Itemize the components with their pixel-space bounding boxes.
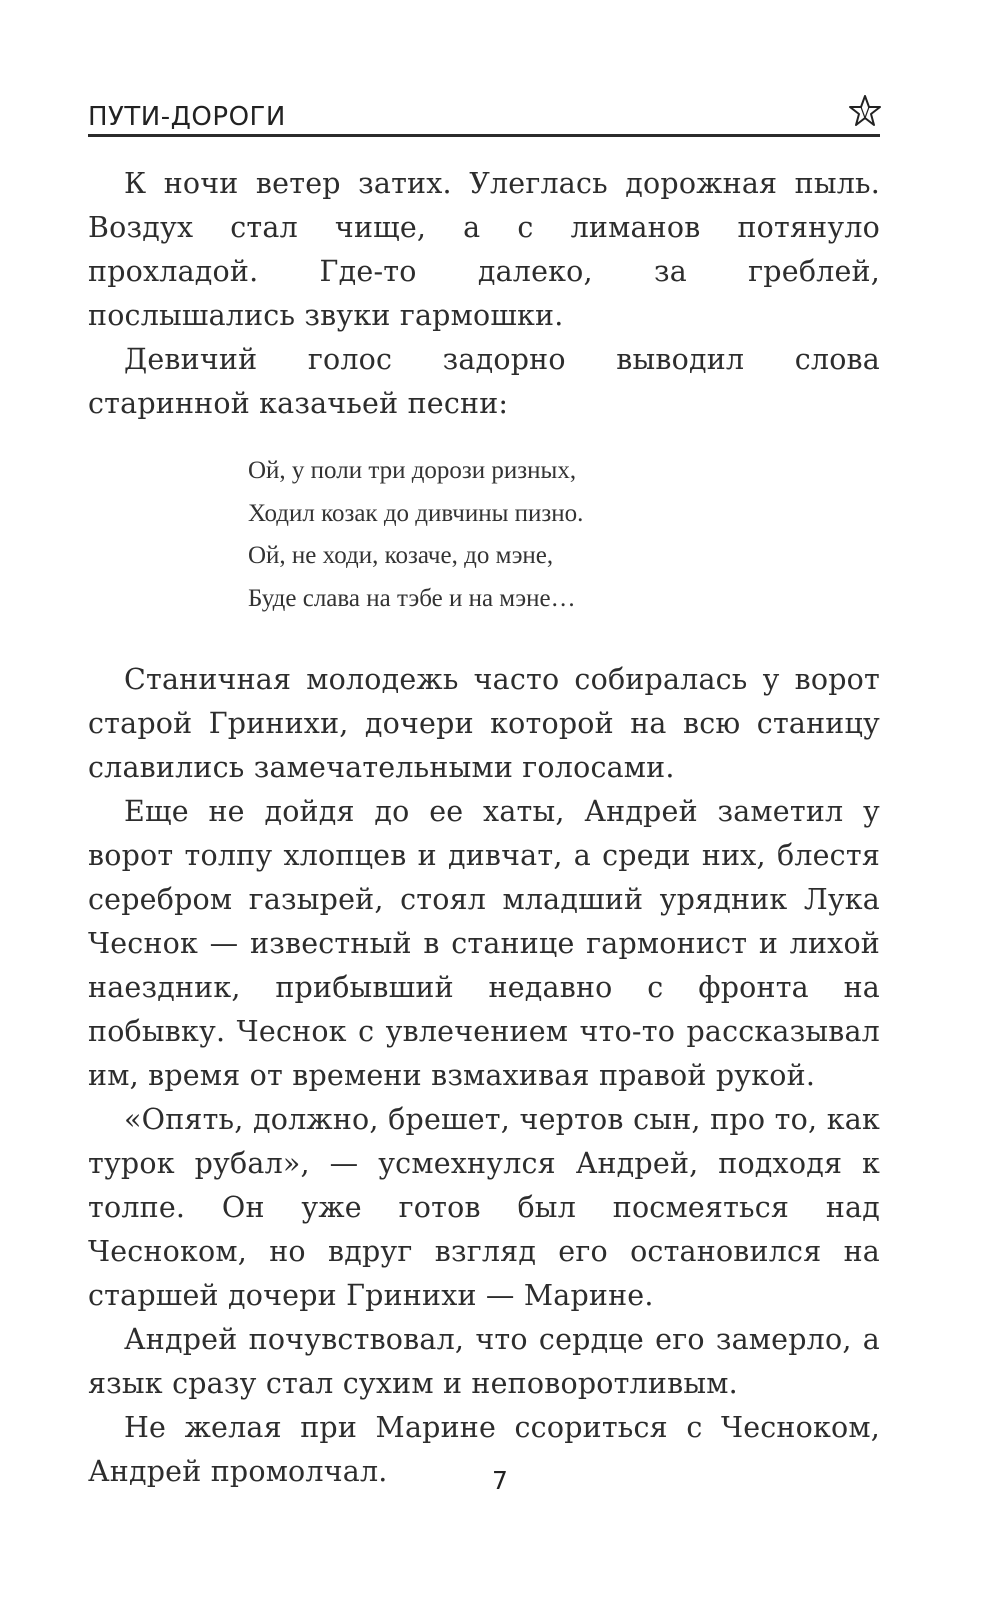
poem-line: Буде слава на тэбе и на мэне…	[248, 584, 576, 612]
poem-line: Ой, у поли три дорози ризных,	[248, 457, 577, 484]
paragraph: К ночи ветер затих. Улеглась дорожная пыль. Воздух стал чище, а с лиманов потянуло прохладой. Где-то далеко, за греблей, послышались звуки гармошки.	[88, 167, 880, 332]
main-text	[88, 162, 880, 1494]
paragraph: Девичий голос задорно выводил слова старинной казачьей песни:	[88, 343, 880, 420]
poem-line: Ходил козак до дивчины пизно.	[248, 499, 584, 527]
poem-stanza	[248, 450, 880, 620]
paragraph: Не желая при Марине ссориться с Чесноком, Андрей промолчал.	[88, 1411, 880, 1488]
paragraph: Еще не дойдя до ее хаты, Андрей заметил у ворот толпу хлопцев и дивчат, а среди них, блестя серебром газырей, стоял младший урядник Лука Чеснок — известный в станице гармонист и лихой наездник, прибывший недавно с фронта на побывку. Чеснок с увлечением что-то рассказывал им, время от времени взмахивая правой рукой.	[88, 795, 880, 1092]
running-title: ПУТИ-ДОРОГИ	[88, 102, 286, 132]
paragraph: «Опять, должно, брешет, чертов сын, про то, как турок рубал», — усмехнулся Андрей, подходя к толпе. Он уже готов был посмеяться над Чесноком, но вдруг взгляд его остановился на старшей дочери Гринихи — Марине.	[88, 1103, 880, 1312]
paragraph: Станичная молодежь часто собиралась у ворот старой Гринихи, дочери которой на всю станицу славились замечательными голосами.	[88, 663, 880, 784]
page-header	[88, 94, 880, 138]
header-rule	[88, 134, 880, 137]
page-number: 7	[492, 1466, 508, 1495]
poem-line: Ой, не ходи, козаче, до мэне,	[248, 542, 554, 569]
star-outline-icon	[848, 94, 882, 128]
paragraph: Андрей почувствовал, что сердце его замерло, а язык сразу стал сухим и неповоротливым.	[88, 1323, 880, 1400]
